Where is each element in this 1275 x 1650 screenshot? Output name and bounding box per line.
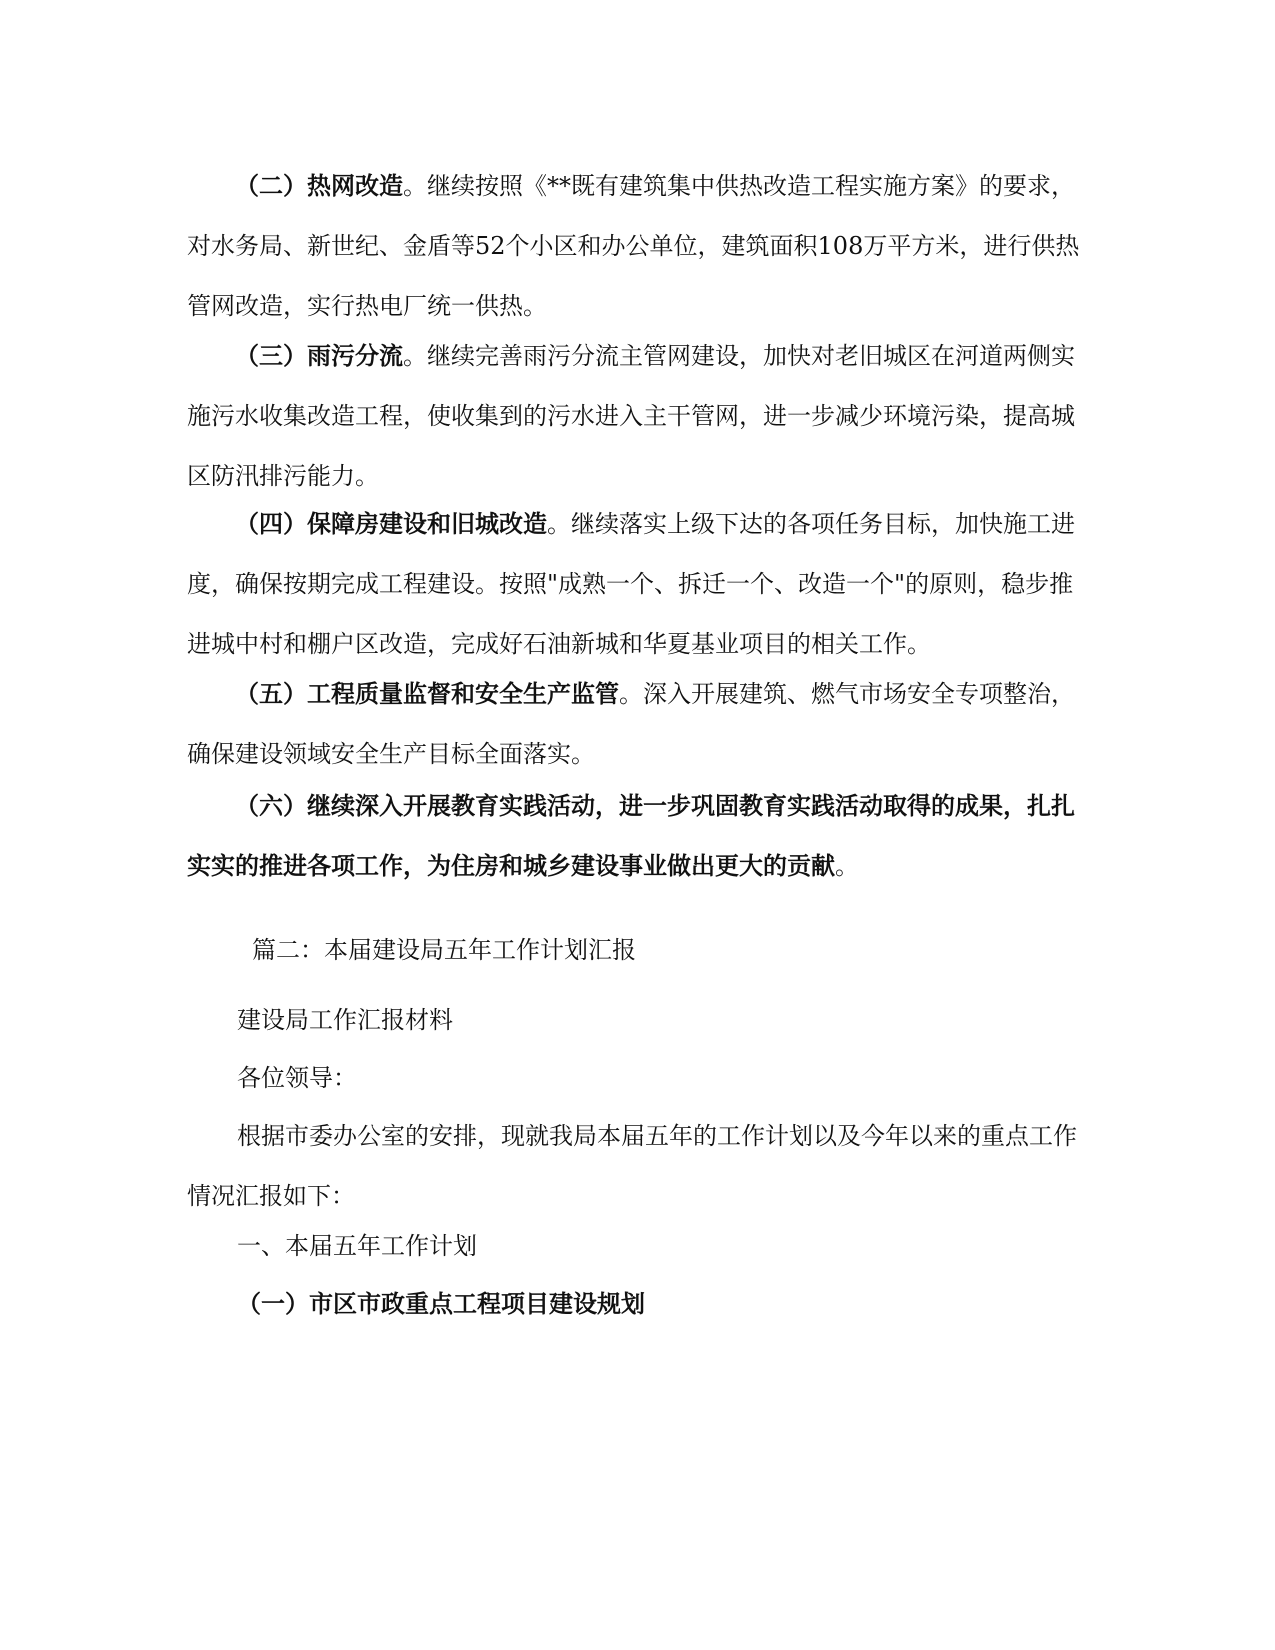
salutation: 各位领导： [237, 1064, 357, 1092]
section-education-practice [187, 776, 1087, 896]
section-heading: （四）保障房建设和旧城改造 [235, 509, 547, 538]
section-housing-renewal [187, 494, 1087, 674]
section-body: 。 [835, 852, 859, 880]
report-title: 建设局工作汇报材料 [237, 1006, 453, 1034]
article-title: 篇二：本届建设局五年工作计划汇报 [252, 936, 636, 964]
section-body: 。继续按照《**既有建筑集中供热改造工程实施方案》的要求，对水务局、新世纪、金盾等52个小区和办公单位，建筑面积108万平方米，进行供热管网改造，实行热电厂统一供热。 [187, 172, 1080, 320]
section-heading: （五）工程质量监督和安全生产监管 [235, 679, 619, 708]
section-body: 。继续完善雨污分流主管网建设，加快对老旧城区在河道两侧实施污水收集改造工程，使收集到的污水进入主干管网，进一步减少环境污染，提高城区防汛排污能力。 [187, 342, 1075, 490]
subsection-one-title: （一）市区市政重点工程项目建设规划 [237, 1289, 645, 1318]
intro-paragraph: 根据市委办公室的安排，现就我局本届五年的工作计划以及今年以来的重点工作情况汇报如下： [187, 1122, 1077, 1210]
section-body: 。继续落实上级下达的各项任务目标，加快施工进度，确保按期完成工程建设。按照"成熟一个、拆迁一个、改造一个"的原则，稳步推进城中村和棚户区改造，完成好石油新城和华夏基业项目的相关工作。 [187, 510, 1075, 658]
section-body: 。深入开展建筑、燃气市场安全专项整治，确保建设领域安全生产目标全面落实。 [187, 680, 1075, 768]
section-one-title: 一、本届五年工作计划 [237, 1232, 477, 1260]
section-heading: （二）热网改造 [235, 171, 403, 200]
section-heading: （三）雨污分流 [235, 341, 403, 370]
section-heading: （六）继续深入开展教育实践活动，进一步巩固教育实践活动取得的成果，扎扎实实的推进各项工作，为住房和城乡建设事业做出更大的贡献 [187, 791, 1075, 880]
section-heat-network [187, 156, 1087, 336]
section-quality-safety [187, 664, 1087, 784]
section-rain-sewage [187, 326, 1087, 506]
